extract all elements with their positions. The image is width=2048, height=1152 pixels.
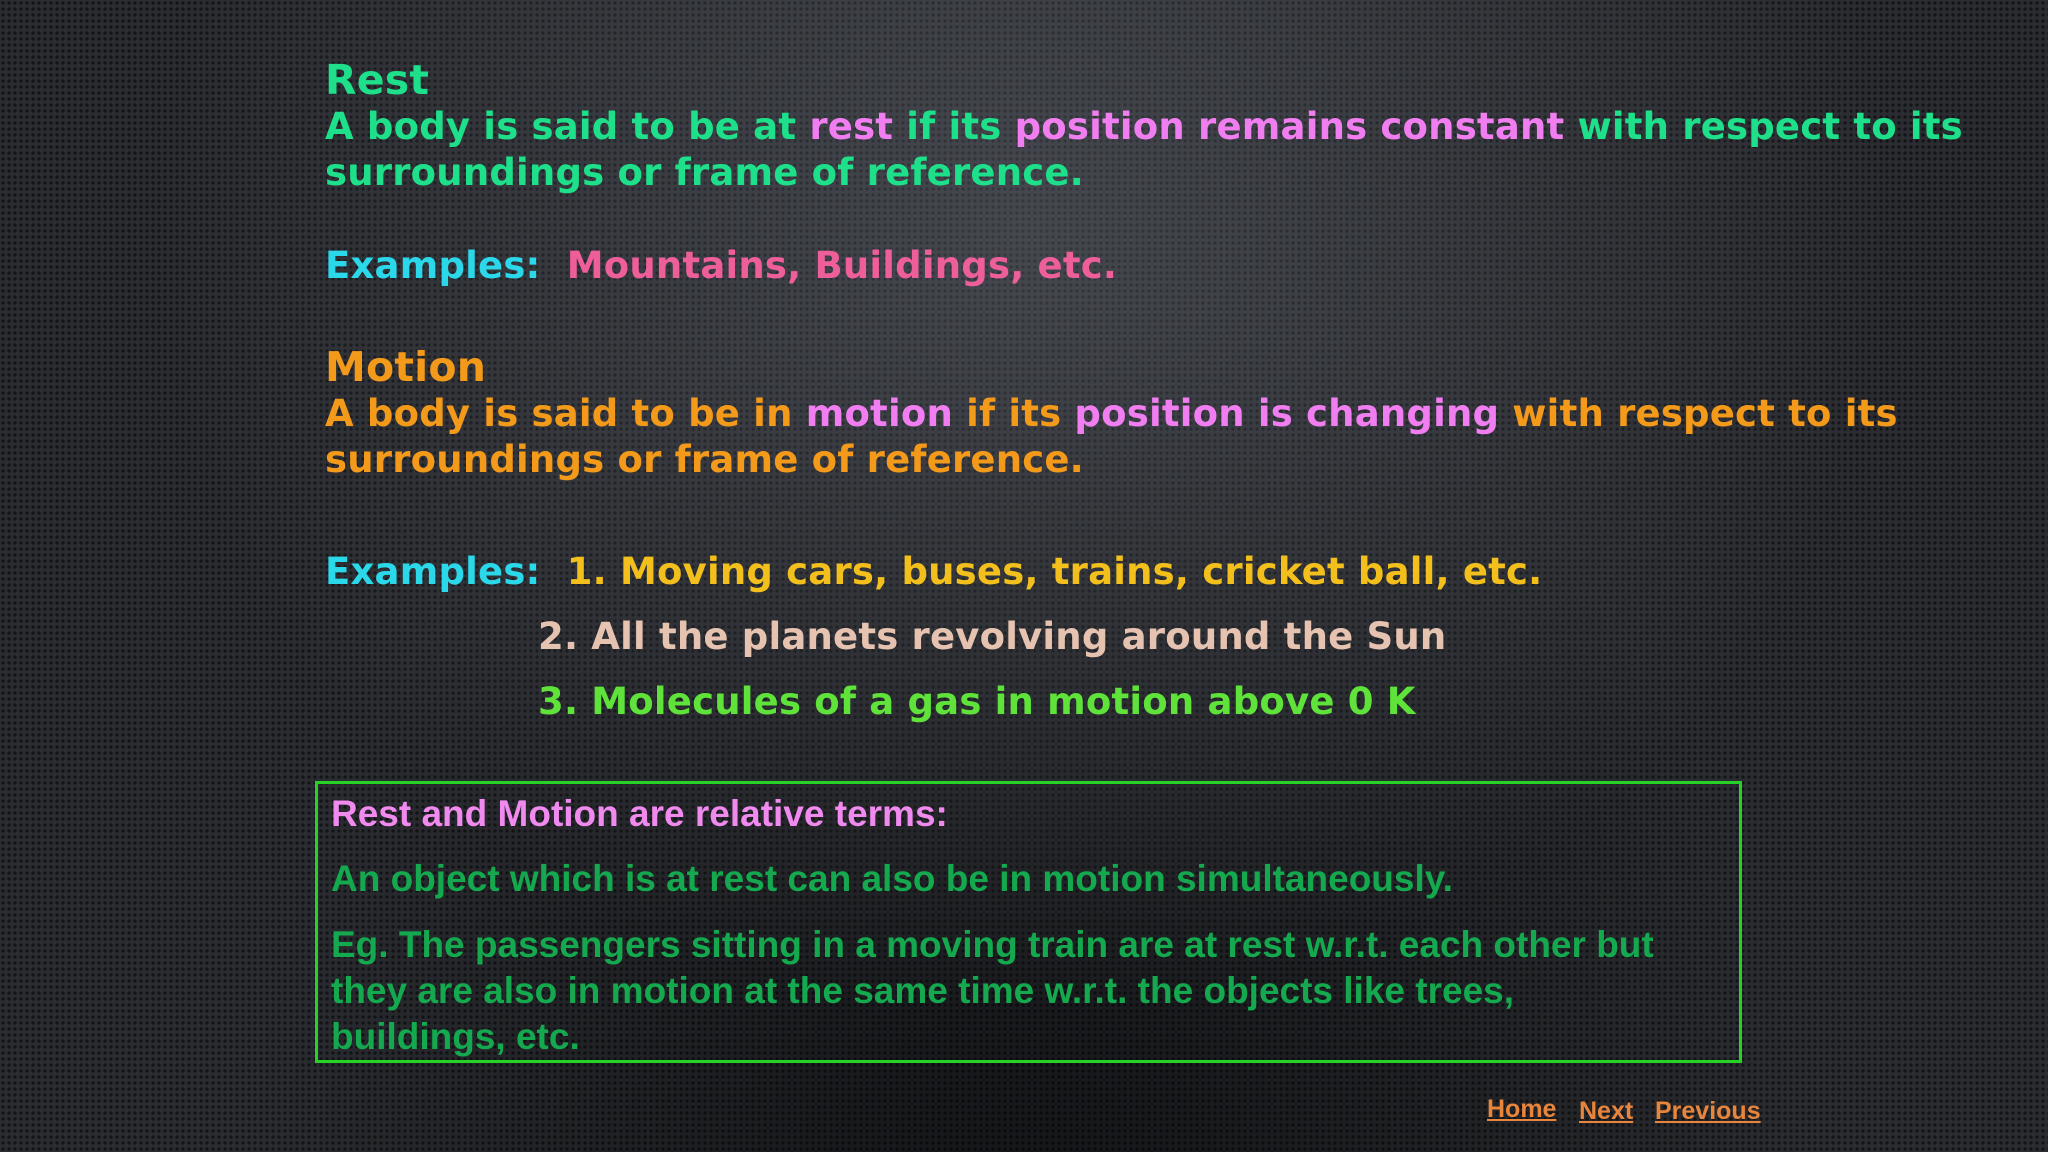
home-link[interactable]: Home [1487,1095,1557,1123]
motion-text: A body is said to be in [325,392,806,435]
rest-highlight: position remains constant [1014,105,1565,148]
rest-definition-line-2: surroundings or frame of reference. [325,151,1084,194]
rest-definition-line-1 [325,104,1963,150]
motion-example-3: 3. Molecules of a gas in motion above 0 K [538,680,1416,723]
next-link[interactable]: Next [1579,1097,1634,1125]
previous-link[interactable]: Previous [1655,1097,1761,1125]
note-line-2: Eg. The passengers sitting in a moving train are at rest w.r.t. each other but [331,924,1654,965]
motion-definition-line-1 [325,391,1898,437]
examples-label: Examples: [325,244,541,287]
motion-text: with respect to its [1499,392,1898,435]
motion-definition-line-2: surroundings or frame of reference. [325,438,1084,481]
motion-heading: Motion [325,343,487,391]
motion-highlight: motion [805,392,953,435]
rest-text: with respect to its [1564,105,1963,148]
examples-label: Examples: [325,550,541,593]
rest-highlight: rest [809,105,894,148]
rest-examples-text: Mountains, Buildings, etc. [566,244,1118,287]
motion-examples [325,549,1542,595]
motion-example-2: 2. All the planets revolving around the Sun [538,615,1447,658]
rest-text: A body is said to be at [325,105,810,148]
note-title: Rest and Motion are relative terms: [331,793,948,834]
note-line-1: An object which is at rest can also be in motion simultaneously. [331,858,1453,899]
rest-text: if its [893,105,1015,148]
rest-examples [325,243,1117,289]
rest-heading: Rest [325,56,430,104]
motion-highlight: position is changing [1074,392,1500,435]
motion-text: if its [953,392,1075,435]
note-line-3: they are also in motion at the same time w.r.t. the objects like trees, [331,970,1515,1011]
note-line-4: buildings, etc. [331,1016,580,1057]
motion-example-1: 1. Moving cars, buses, trains, cricket ball, etc. [566,550,1543,593]
